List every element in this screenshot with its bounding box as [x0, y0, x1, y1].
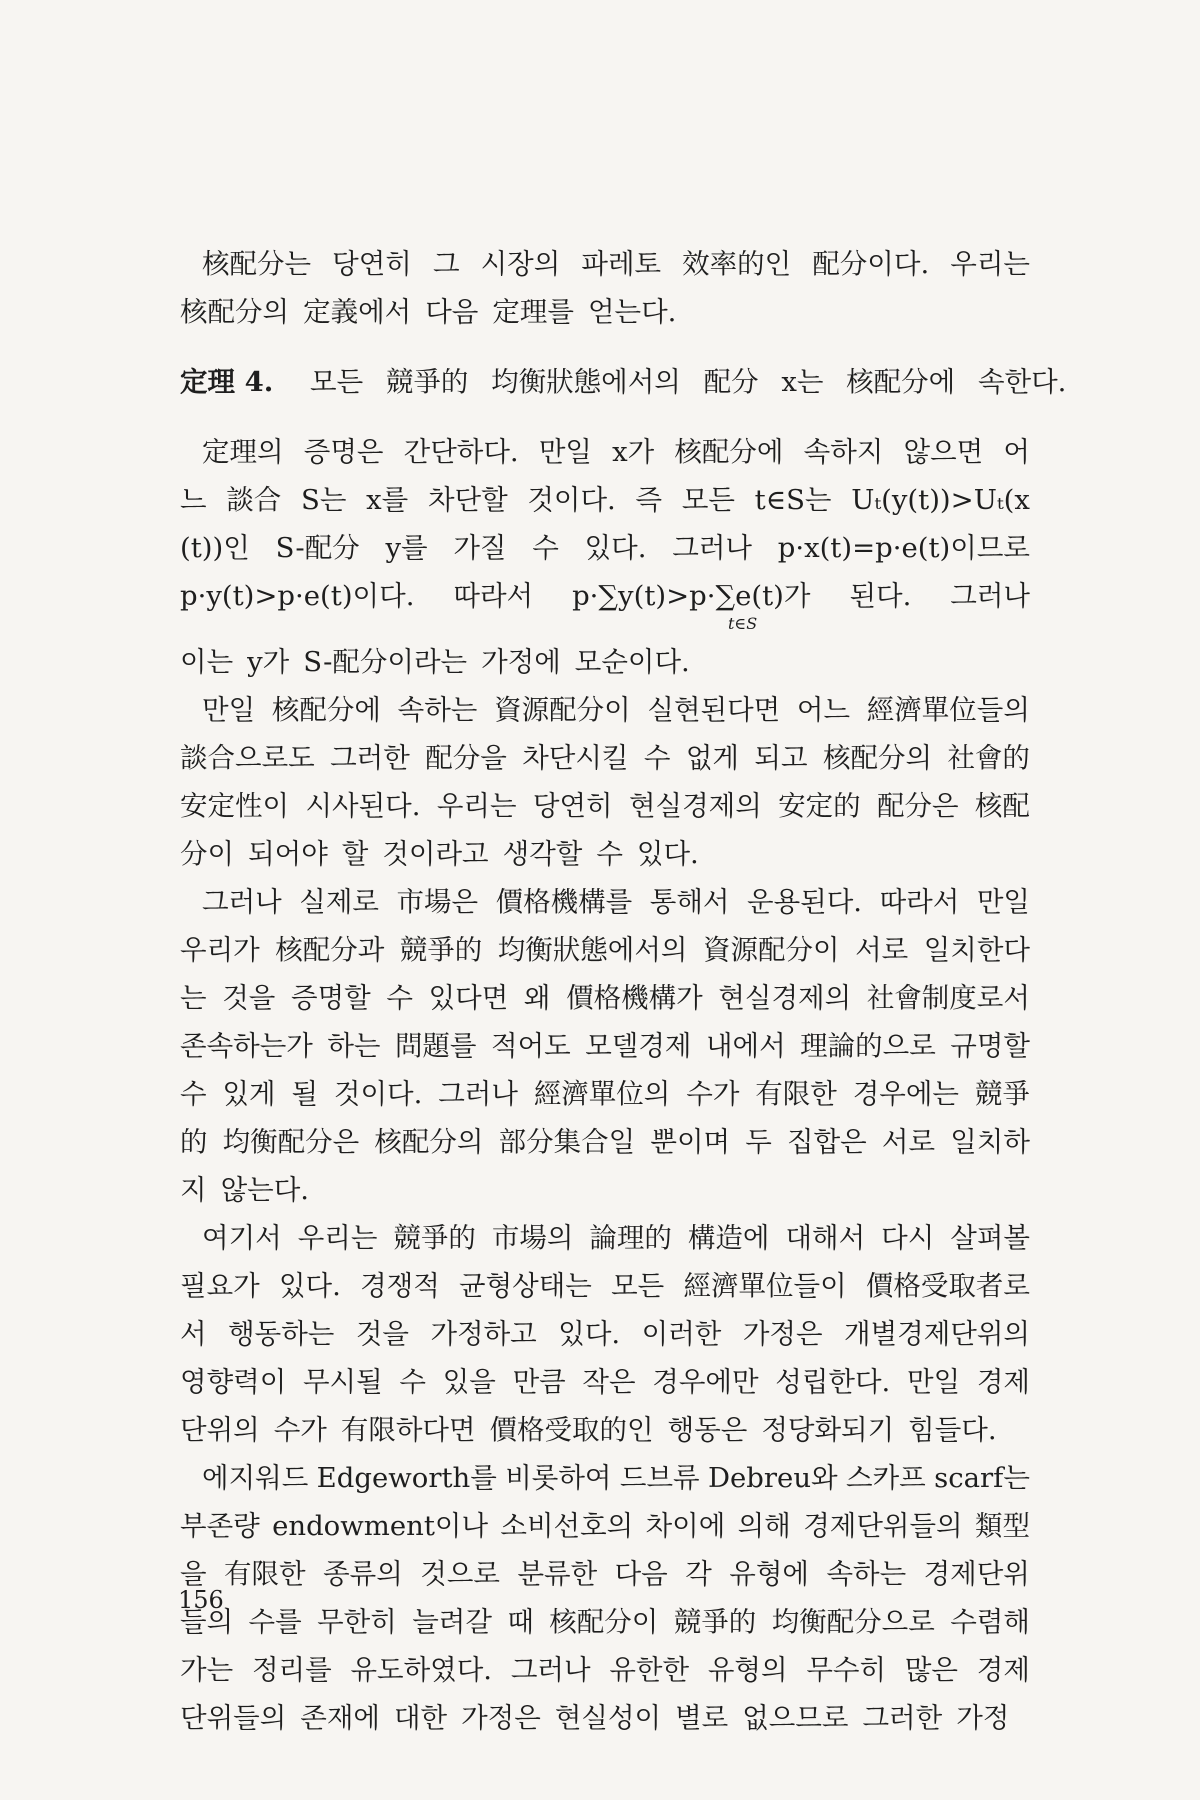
text-line: 그러나 실제로 市場은 價格機構를 통해서 운용된다. 따라서 만일	[202, 886, 1030, 918]
text-line: 는 것을 증명할 수 있다면 왜 價格機構가 현실경제의 社會制度로서	[180, 982, 1030, 1014]
paragraph-p4	[180, 1214, 1030, 1454]
text-line: 定理 4. 모든 競爭的 均衡狀態에서의 配分 x는 核配分에 속한다.	[180, 358, 1030, 406]
text-line: 에지워드 Edgeworth를 비롯하여 드브류 Debreu와 스카프 scarf는	[202, 1462, 1030, 1494]
text-line: 이는 y가 S-配分이라는 가정에 모순이다.	[180, 646, 690, 678]
text-line: 영향력이 무시될 수 있을 만큼 작은 경우에만 성립한다. 만일 경제	[180, 1366, 1030, 1398]
text-line: 가는 정리를 유도하였다. 그러나 유한한 유형의 무수히 많은 경제	[180, 1654, 1030, 1686]
text-line: 安定性이 시사된다. 우리는 당연히 현실경제의 安定的 配分은 核配	[180, 790, 1030, 822]
text-line: 들의 수를 무한히 늘려갈 때 核配分이 競爭的 均衡配分으로 수렴해	[180, 1606, 1030, 1638]
summation-subscript: t∈S	[728, 614, 758, 633]
text-line: 수 있게 될 것이다. 그러나 經濟單位의 수가 有限한 경우에는 競爭	[180, 1078, 1030, 1110]
text-line: 談合으로도 그러한 配分을 차단시킬 수 없게 되고 核配分의 社會的	[180, 742, 1030, 774]
paragraph-intro	[180, 240, 1030, 336]
paragraph-p5	[180, 1454, 1030, 1742]
text-line: 核配分는 당연히 그 시장의 파레토 效率的인 配分이다. 우리는	[202, 248, 1030, 280]
theorem-label: 定理 4.	[180, 366, 274, 398]
text-line: 지 않는다.	[180, 1174, 310, 1206]
text-line: 分이 되어야 할 것이라고 생각할 수 있다.	[180, 838, 699, 870]
text-line: 느 談合 S는 x를 차단할 것이다. 즉 모든 t∈S는 Uₜ(y(t))>Uₜ(x	[180, 484, 1030, 516]
summation-subscript-row	[180, 614, 1030, 638]
text-line: 서 행동하는 것을 가정하고 있다. 이러한 가정은 개별경제단위의	[180, 1318, 1030, 1350]
text-line: 단위의 수가 有限하다면 價格受取的인 행동은 정당화되기 힘들다.	[180, 1414, 997, 1446]
text-line: (t))인 S-配分 y를 가질 수 있다. 그러나 p·x(t)=p·e(t)이므로	[180, 532, 1030, 564]
text-line: 定理의 증명은 간단하다. 만일 x가 核配分에 속하지 않으면 어	[202, 436, 1030, 468]
text-line: 的 均衡配分은 核配分의 部分集合일 뿐이며 두 집합은 서로 일치하	[180, 1126, 1030, 1158]
paragraph-p2	[180, 686, 1030, 878]
text-line: p·y(t)>p·e(t)이다. 따라서 p·∑y(t)>p·∑e(t)가 된다. 그러나	[180, 580, 1030, 612]
text-line: 만일 核配分에 속하는 資源配分이 실현된다면 어느 經濟單位들의	[202, 694, 1030, 726]
text-line: 단위들의 존재에 대한 가정은 현실성이 별로 없으므로 그러한 가정	[180, 1702, 1010, 1734]
body-text	[180, 240, 1067, 1742]
page-number: 156	[178, 1586, 224, 1614]
text-line: 核配分의 定義에서 다음 定理를 얻는다.	[180, 296, 677, 328]
paragraph-theorem	[180, 358, 1067, 406]
paragraph-p3	[180, 878, 1030, 1214]
text-line: 우리가 核配分과 競爭的 均衡狀態에서의 資源配分이 서로 일치한다	[180, 934, 1030, 966]
text-line: 을 有限한 종류의 것으로 분류한 다음 각 유형에 속하는 경제단위	[180, 1558, 1030, 1590]
paragraph-proof	[180, 428, 1030, 686]
text-line: 필요가 있다. 경쟁적 균형상태는 모든 經濟單位들이 價格受取者로	[180, 1270, 1030, 1302]
text-line: 부존량 endowment이나 소비선호의 차이에 의해 경제단위들의 類型	[180, 1510, 1030, 1542]
text-line: 존속하는가 하는 問題를 적어도 모델경제 내에서 理論的으로 규명할	[180, 1030, 1030, 1062]
text-line: 여기서 우리는 競爭的 市場의 論理的 構造에 대해서 다시 살펴볼	[202, 1222, 1030, 1254]
